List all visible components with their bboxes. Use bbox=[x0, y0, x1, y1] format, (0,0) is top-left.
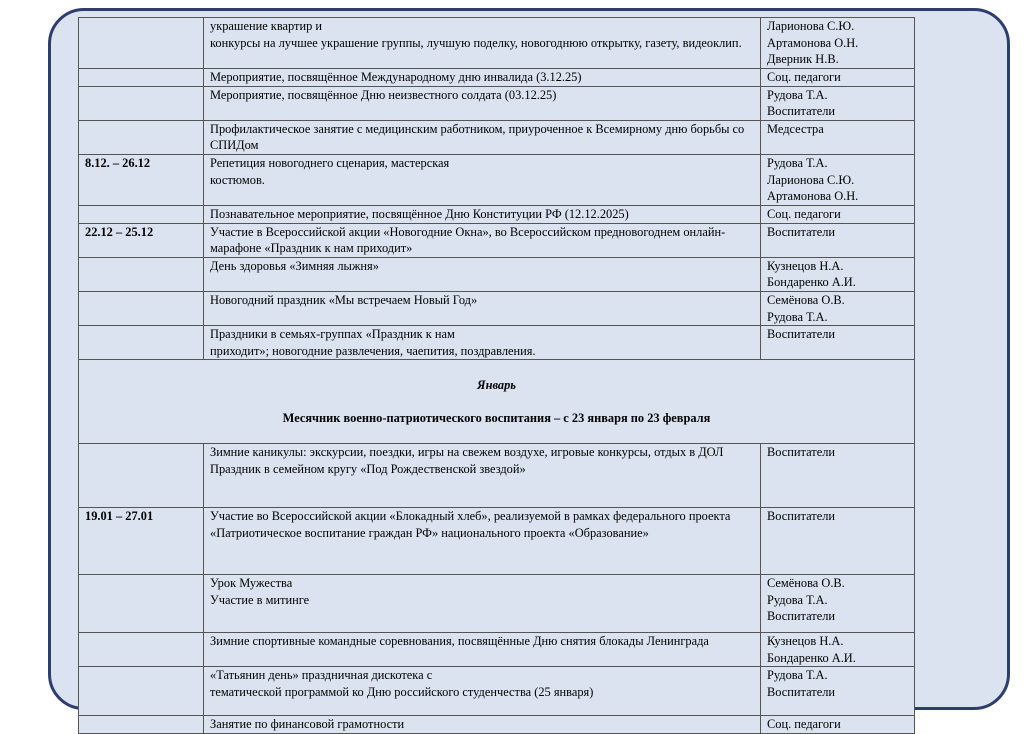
event-cell: Новогодний праздник «Мы встречаем Новый Год» bbox=[204, 291, 761, 325]
responsible-cell: Воспитатели bbox=[761, 223, 915, 257]
date-cell bbox=[79, 69, 204, 87]
date-cell bbox=[79, 716, 204, 734]
date-cell: 8.12. – 26.12 bbox=[79, 154, 204, 205]
responsible-cell: Рудова Т.А. Воспитатели bbox=[761, 86, 915, 120]
table-row bbox=[79, 508, 915, 575]
event-cell: «Татьянин день» праздничная дискотека с тематической программой ко Дню российского студенчества (25 января) bbox=[204, 667, 761, 716]
responsible-cell: Кузнецов Н.А. Бондаренко А.И. bbox=[761, 257, 915, 291]
events-table bbox=[78, 17, 915, 734]
section-title: Январь bbox=[477, 377, 516, 392]
responsible-cell: Семёнова О.В. Рудова Т.А. bbox=[761, 291, 915, 325]
event-cell: Мероприятие, посвящённое Международному дню инвалида (3.12.25) bbox=[204, 69, 761, 87]
table-row bbox=[79, 326, 915, 360]
event-cell: украшение квартир и конкурсы на лучшее украшение группы, лучшую поделку, новогоднюю открытку, газету, видеоклип. bbox=[204, 18, 761, 69]
event-cell: Праздники в семьях-группах «Праздник к нам приходит»; новогодние развлечения, чаепития, поздравления. bbox=[204, 326, 761, 360]
event-cell: Занятие по финансовой грамотности bbox=[204, 716, 761, 734]
event-cell: Зимние спортивные командные соревнования, посвящённые Дню снятия блокады Ленинграда bbox=[204, 633, 761, 667]
event-cell: Урок Мужества Участие в митинге bbox=[204, 575, 761, 633]
table-row bbox=[79, 667, 915, 716]
event-cell: Профилактическое занятие с медицинским работником, приуроченное к Всемирному дню борьбы со СПИДом bbox=[204, 120, 761, 154]
section-row bbox=[79, 360, 915, 444]
table-row bbox=[79, 257, 915, 291]
date-cell bbox=[79, 575, 204, 633]
table-row bbox=[79, 69, 915, 87]
table-row bbox=[79, 154, 915, 205]
responsible-cell: Семёнова О.В. Рудова Т.А. Воспитатели bbox=[761, 575, 915, 633]
responsible-cell: Соц. педагоги bbox=[761, 69, 915, 87]
event-cell: Зимние каникулы: экскурсии, поездки, игры на свежем воздухе, игровые конкурсы, отдых в ДОЛ Праздник в семейном кругу «Под Рождественской звездой» bbox=[204, 444, 761, 508]
table-row bbox=[79, 223, 915, 257]
table-row bbox=[79, 86, 915, 120]
section-header bbox=[79, 360, 915, 444]
date-cell bbox=[79, 633, 204, 667]
responsible-cell: Воспитатели bbox=[761, 508, 915, 575]
table-row bbox=[79, 120, 915, 154]
event-cell: Репетиция новогоднего сценария, мастерская костюмов. bbox=[204, 154, 761, 205]
date-cell bbox=[79, 326, 204, 360]
date-cell: 22.12 – 25.12 bbox=[79, 223, 204, 257]
event-cell: Познавательное мероприятие, посвящённое Дню Конституции РФ (12.12.2025) bbox=[204, 205, 761, 223]
date-cell bbox=[79, 257, 204, 291]
date-cell bbox=[79, 291, 204, 325]
responsible-cell: Рудова Т.А. Ларионова С.Ю. Артамонова О.Н. bbox=[761, 154, 915, 205]
responsible-cell: Ларионова С.Ю. Артамонова О.Н. Дверник Н.В. bbox=[761, 18, 915, 69]
section-subtitle: Месячник военно-патриотического воспитания – с 23 января по 23 февраля bbox=[282, 411, 711, 426]
event-cell: Мероприятие, посвящённое Дню неизвестного солдата (03.12.25) bbox=[204, 86, 761, 120]
date-cell bbox=[79, 444, 204, 508]
responsible-cell: Соц. педагоги bbox=[761, 716, 915, 734]
date-cell bbox=[79, 18, 204, 69]
responsible-cell: Рудова Т.А. Воспитатели bbox=[761, 667, 915, 716]
date-cell: 19.01 – 27.01 bbox=[79, 508, 204, 575]
date-cell bbox=[79, 86, 204, 120]
table-row bbox=[79, 716, 915, 734]
responsible-cell: Воспитатели bbox=[761, 444, 915, 508]
table-row bbox=[79, 575, 915, 633]
table-row bbox=[79, 444, 915, 508]
event-cell: Участие во Всероссийской акции «Блокадный хлеб», реализуемой в рамках федерального проекта «Патриотическое воспитание граждан РФ» национального проекта «Образование» bbox=[204, 508, 761, 575]
responsible-cell: Воспитатели bbox=[761, 326, 915, 360]
responsible-cell: Медсестра bbox=[761, 120, 915, 154]
table-row bbox=[79, 291, 915, 325]
event-cell: Участие в Всероссийской акции «Новогодние Окна», во Всероссийском предновогоднем онлайн-марафоне «Праздник к нам приходит» bbox=[204, 223, 761, 257]
event-cell: День здоровья «Зимняя лыжня» bbox=[204, 257, 761, 291]
table-row bbox=[79, 18, 915, 69]
responsible-cell: Соц. педагоги bbox=[761, 205, 915, 223]
table-row bbox=[79, 205, 915, 223]
date-cell bbox=[79, 120, 204, 154]
date-cell bbox=[79, 667, 204, 716]
date-cell bbox=[79, 205, 204, 223]
responsible-cell: Кузнецов Н.А. Бондаренко А.И. bbox=[761, 633, 915, 667]
table-row bbox=[79, 633, 915, 667]
